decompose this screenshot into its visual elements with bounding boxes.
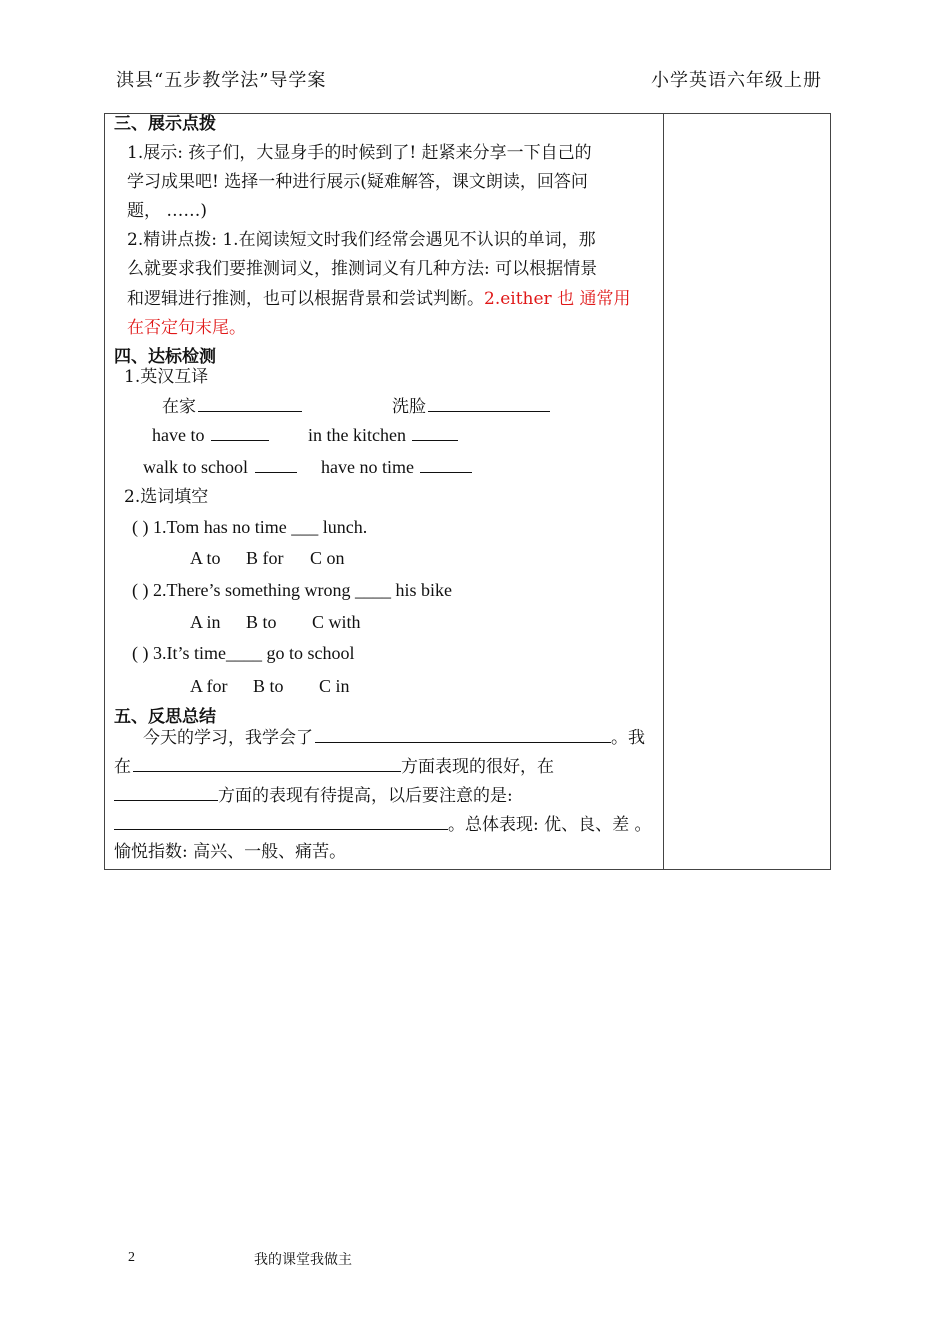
question-2-option: A in [190, 612, 221, 632]
question-2: ( ) 2.There’s something wrong ____ his bike [132, 580, 452, 600]
answer-blank [255, 456, 297, 473]
section3-item1-line1: 1.展示: 孩子们，大显身手的时候到了! 赶紧来分享一下自己的 [127, 143, 592, 163]
question-1-option: A to [190, 548, 221, 568]
section4-title: 四、达标检测 [114, 347, 216, 367]
trans-item: walk to school [143, 456, 297, 479]
table-column-divider [663, 113, 664, 870]
section3-item1-line2: 学习成果吧! 选择一种进行展示(疑难解答，课文朗读，回答问 [127, 172, 588, 192]
answer-blank [133, 755, 401, 772]
trans-item: in the kitchen [308, 424, 458, 447]
question-2-option: C with [312, 612, 361, 632]
question-1: ( ) 1.Tom has no time ___ lunch. [132, 517, 368, 537]
section3-title: 三、展示点拨 [114, 114, 216, 134]
either-note: 2.either 也 通常用 [484, 289, 631, 309]
section3-item2-line3 [127, 289, 631, 309]
happiness-index: 愉悦指数: 高兴、一般、痛苦。 [114, 842, 347, 862]
reflection-line: 。总体表现: 优、良、差 。 [114, 813, 652, 835]
answer-blank [412, 424, 458, 441]
section4-sub1: 1.英汉互译 [124, 367, 209, 387]
answer-blank [211, 424, 269, 441]
question-1-option: C on [310, 548, 345, 568]
question-3-option: A for [190, 676, 228, 696]
answer-blank [428, 395, 550, 412]
section5-title: 五、反思总结 [114, 707, 216, 727]
section3-item2-line1: 2.精讲点拨: 1.在阅读短文时我们经常会遇见不认识的单词，那 [127, 230, 596, 250]
question-3-option: C in [319, 676, 350, 696]
question-3-option: B to [253, 676, 284, 696]
section3-item1-line3: 题， ……) [127, 201, 208, 221]
section3-item2-line3-text: 和逻辑进行推测，也可以根据背景和尝试判断。 [127, 289, 484, 309]
question-1-option: B for [246, 548, 284, 568]
trans-item: have to [152, 424, 269, 447]
section3-item2-line2: 么就要求我们要推测词义，推测词义有几种方法: 可以根据情景 [127, 259, 598, 279]
header-title: 淇县“五步教学法”导学案 [116, 70, 327, 91]
either-note-cont: 在否定句末尾。 [127, 318, 246, 338]
footer-slogan: 我的课堂我做主 [254, 1252, 352, 1268]
trans-item: 在家 [162, 395, 302, 417]
answer-blank [315, 726, 611, 743]
page-number: 2 [128, 1250, 135, 1265]
reflection-line: 今天的学习，我学会了 。我 [143, 728, 645, 748]
trans-item: 洗脸 [392, 395, 550, 417]
question-3: ( ) 3.It’s time____ go to school [132, 643, 355, 663]
question-2-option: B to [246, 612, 277, 632]
trans-item: have no time [321, 456, 472, 479]
answer-blank [420, 456, 472, 473]
section4-sub2: 2.选词填空 [124, 487, 209, 507]
answer-blank [114, 813, 448, 830]
answer-blank [114, 784, 218, 801]
answer-blank [198, 395, 302, 412]
header-grade: 小学英语六年级上册 [651, 70, 822, 91]
reflection-line: 方面的表现有待提高，以后要注意的是: [114, 784, 513, 806]
reflection-line: 在 方面表现的很好，在 [114, 757, 554, 777]
